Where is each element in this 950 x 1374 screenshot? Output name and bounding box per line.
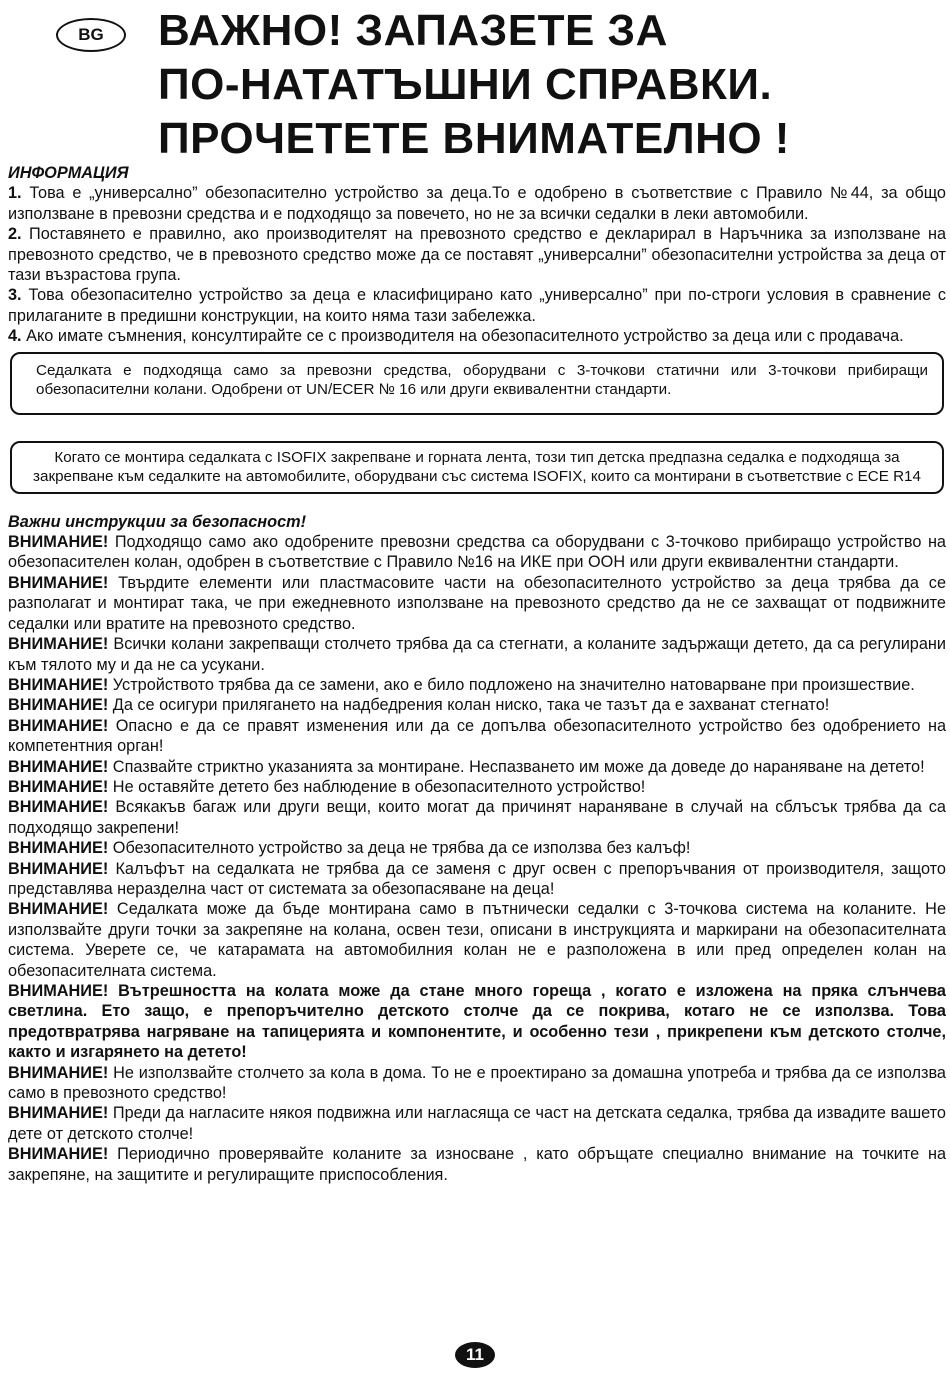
warning-item bbox=[8, 1103, 946, 1144]
warning-label: ВНИМАНИЕ! bbox=[8, 635, 109, 654]
warning-text: Преди да нагласите някоя подвижна или нагласяща се част на детската седалка, трябва да извадите вашето дете от детското столче! bbox=[8, 1104, 946, 1143]
item-text: Ако имате съмнения, консултирайте се с производителя на обезопасителното устройство за деца или с продавача. bbox=[21, 327, 904, 346]
warning-item bbox=[8, 1063, 946, 1104]
warning-item bbox=[8, 797, 946, 838]
warning-label: ВНИМАНИЕ! bbox=[8, 859, 109, 878]
warning-label: ВНИМАНИЕ! bbox=[8, 982, 109, 1000]
warning-label: ВНИМАНИЕ! bbox=[8, 900, 109, 919]
item-text: Това е „универсално” обезопасително устройство за деца.То е одобрено в съответствие с Правило №44, за общо използване в превозни средства и е подходящо за повечето, но не за всички седалки в леки автомобили. bbox=[8, 184, 946, 223]
warning-label: ВНИМАНИЕ! bbox=[8, 675, 109, 694]
warning-text: Опасно е да се правят изменения или да се допълва обезопасителното устройство без одобрението на компетентния орган! bbox=[8, 716, 946, 756]
warning-text: Обезопасителното устройство за деца не трябва да се използва без калъф! bbox=[108, 839, 691, 858]
warning-item bbox=[8, 573, 946, 634]
warning-label: ВНИМАНИЕ! bbox=[8, 533, 109, 552]
language-badge: BG bbox=[56, 18, 126, 52]
warning-text: Твърдите елементи или пластмасовите части на обезопасителното устройство за деца трябва да се разполагат и монтират така, че при ежедневното използване на превозното средство да не се захващат от подвижните седалки или вратите на превозното средство. bbox=[8, 573, 946, 633]
info-item-2 bbox=[8, 224, 946, 285]
warning-text: Всякакъв багаж или други вещи, които могат да причинят нараняване в случай на сблъсък трябва да са подходящо закрепени! bbox=[8, 798, 946, 837]
page-number: 11 bbox=[455, 1342, 495, 1368]
warning-text: Вътрешността на колата може да стане много гореща , когато е изложена на пряка слънчева светлина. Ето защо, е препоръчително детското столче да се покрива, котаго не се използва. Това предотвратрява нагряване на тапицерията и компонентите, и особенно тези , прикрепени към детското столче, както и изгарянето на детето! bbox=[8, 982, 946, 1062]
seatbelt-notice-box bbox=[10, 352, 944, 415]
warning-text: Подходящо само ако одобрените превозни средства са оборудвани с 3-точково прибиращо устройство на обезопасителен колан, одобрен в съответствие с Правило №16 на ИКЕ при ООН или други еквивалентни стандарти. bbox=[8, 533, 946, 572]
warning-label: ВНИМАНИЕ! bbox=[8, 757, 109, 776]
warning-label: ВНИМАНИЕ! bbox=[8, 1104, 109, 1123]
warning-label: ВНИМАНИЕ! bbox=[8, 716, 109, 735]
item-number: 2. bbox=[8, 225, 22, 244]
isofix-notice-text: Когато се монтира седалката с ISOFIX закрепване и горната лента, този тип детска предпазна седалка е подходяща за закрепване към седалките на автомобилите, оборудвани със система ISOFIX, които са монтирани в съответствие с ECE R14 bbox=[33, 448, 921, 486]
warning-text: Не оставяйте детето без наблюдение в обезопасителното устройство! bbox=[108, 777, 646, 796]
warning-item bbox=[8, 859, 946, 900]
warning-label: ВНИМАНИЕ! bbox=[8, 1145, 109, 1164]
warning-item bbox=[8, 532, 946, 573]
warning-item bbox=[8, 757, 946, 777]
info-item-4 bbox=[8, 326, 946, 346]
item-number: 4. bbox=[8, 327, 22, 346]
warning-label: ВНИМАНИЕ! bbox=[8, 696, 109, 715]
warning-label: ВНИМАНИЕ! bbox=[8, 777, 109, 796]
warning-item bbox=[8, 899, 946, 981]
warning-label: ВНИМАНИЕ! bbox=[8, 798, 109, 817]
warning-text: Седалката може да бъде монтирана само в пътнически седалки с 3-точкова система на коланите. Не използвайте други точки за закрепяне на колана, освен тези, описани в инструкцията и маркирани на обезопасителната система. Уверете се, че катарамата на автомобилния колан не е разположена в или пред определен колан на обезопасителната система. bbox=[8, 900, 946, 980]
warning-label: ВНИМАНИЕ! bbox=[8, 1063, 109, 1082]
warning-text: Да се осигури прилягането на надбедрения колан ниско, така че тазът да е захванат стегнато! bbox=[108, 696, 830, 715]
warning-item bbox=[8, 981, 946, 1063]
title-line-3: ПРОЧЕТЕТЕ ВНИМАТЕЛНО ! bbox=[158, 114, 790, 163]
info-item-3 bbox=[8, 285, 946, 326]
item-number: 3. bbox=[8, 286, 22, 305]
item-number: 1. bbox=[8, 184, 22, 203]
warnings-list bbox=[8, 532, 946, 1185]
warning-item bbox=[8, 777, 946, 797]
title-line-1: ВАЖНО! ЗАПАЗЕТЕ ЗА bbox=[158, 6, 668, 55]
warning-item bbox=[8, 716, 946, 757]
warning-item bbox=[8, 1144, 946, 1185]
safety-heading: Важни инструкции за безопасност! bbox=[8, 512, 307, 531]
item-text: Поставянето е правилно, ако производителят на превозното средство е декларирал в Наръчника за използване на превозното средство, че в превозното средство може да се поставят „универсални” обезопасителни устройства за деца от тази възрастова група. bbox=[8, 225, 946, 285]
item-text: Това обезопасително устройство за деца е класифицирано като „универсално” при по-строги условия в сравнение с прилаганите в предишни конструкции, на които няма тази забележка. bbox=[8, 286, 946, 325]
warning-text: Всички колани закрепващи столчето трябва да са стегнати, а коланите задържащи детето, да са регулирани към тялото му и да не са усукани. bbox=[8, 635, 946, 674]
warning-text: Периодично проверявайте коланите за износване , като обръщате специално внимание на точките на закрепяне, на защитите и регулиращите приспособления. bbox=[8, 1145, 946, 1184]
warning-text: Спазвайте стриктно указанията за монтиране. Неспазването им може да доведе до нараняване на детето! bbox=[108, 757, 925, 776]
isofix-notice-box bbox=[10, 441, 944, 494]
title-line-2: ПО-НАТАТЪШНИ СПРАВКИ. bbox=[158, 60, 773, 109]
warning-item bbox=[8, 695, 946, 715]
warning-item bbox=[8, 634, 946, 675]
warning-text: Не използвайте столчето за кола в дома. То не е проектирано за домашна употреба и трябва да се използва само в превозното средство! bbox=[8, 1063, 946, 1103]
warning-text: Калъфът на седалката не трябва да се заменя с друг освен с препоръчвания от производителя, защото представлява неразделна част от системата за обезопасяване на деца! bbox=[8, 859, 946, 898]
info-heading: ИНФОРМАЦИЯ bbox=[8, 164, 129, 182]
info-item-1 bbox=[8, 183, 946, 224]
warning-label: ВНИМАНИЕ! bbox=[8, 573, 109, 592]
warning-item bbox=[8, 675, 946, 695]
document-body bbox=[8, 163, 946, 1185]
warning-text: Устройството трябва да се замени, ако е било подложено на значително натоварване при произшествие. bbox=[108, 675, 915, 694]
warning-label: ВНИМАНИЕ! bbox=[8, 839, 109, 858]
seatbelt-notice-text: Седалката е подходяща само за превозни средства, оборудвани с 3-точкови статични или 3-точкови прибиращи обезопасителни колани. Одобрени от UN/ECER № 16 или други еквивалентни стандарти. bbox=[36, 361, 928, 399]
page-title bbox=[158, 4, 790, 166]
warning-item bbox=[8, 838, 946, 858]
